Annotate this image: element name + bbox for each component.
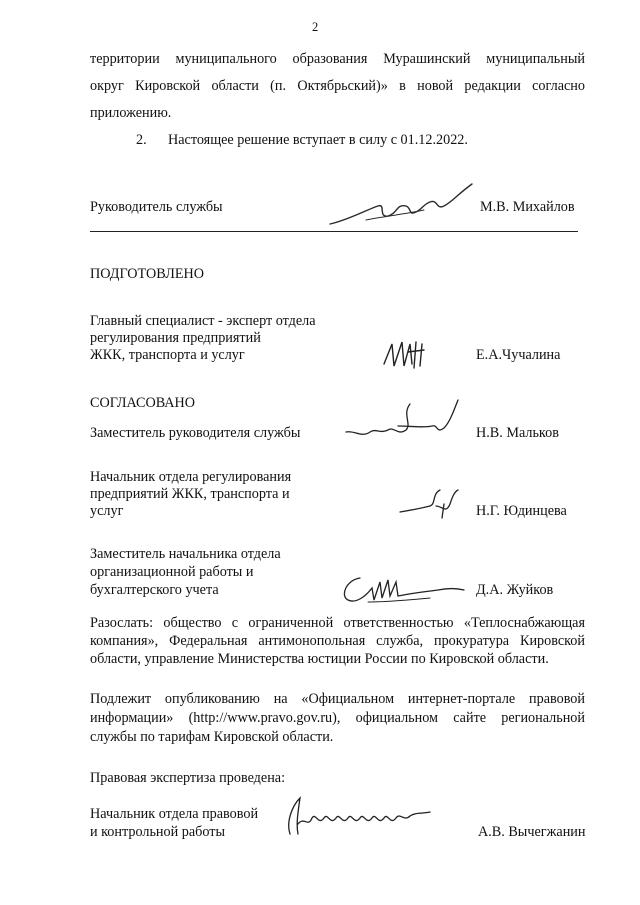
intro-line-3: приложению. bbox=[90, 105, 172, 121]
agreed-person-1-signature bbox=[340, 396, 470, 446]
intro-line-2: округ Кировской области (п. Октябрьский)» в новой редакции согласно bbox=[90, 78, 585, 94]
publication-line-2: информации» (http://www.pravo.gov.ru), официальном сайте региональной bbox=[90, 710, 585, 726]
head-signature bbox=[326, 180, 476, 232]
prepared-title-line-2: регулирования предприятий bbox=[90, 330, 261, 346]
agreed-person-3-title-line-3: бухгалтерского учета bbox=[90, 582, 219, 598]
legal-signature bbox=[280, 794, 440, 840]
prepared-name: Е.А.Чучалина bbox=[476, 347, 561, 363]
agreed-person-1-name: Н.В. Мальков bbox=[476, 425, 559, 441]
publication-line-3: службы по тарифам Кировской области. bbox=[90, 729, 334, 745]
legal-title-line-2: и контрольной работы bbox=[90, 824, 225, 840]
prepared-title-line-1: Главный специалист - эксперт отдела bbox=[90, 313, 316, 329]
head-name: М.В. Михайлов bbox=[480, 199, 575, 215]
agreed-person-3-title-line-1: Заместитель начальника отдела bbox=[90, 546, 281, 562]
agreed-person-2-title-line-1: Начальник отдела регулирования bbox=[90, 469, 292, 485]
item-2-number: 2. bbox=[136, 132, 147, 148]
legal-heading: Правовая экспертиза проведена: bbox=[90, 770, 286, 786]
legal-title-line-1: Начальник отдела правовой bbox=[90, 806, 259, 822]
intro-line-1: территории муниципального образования Мурашинский муниципальный bbox=[90, 51, 585, 67]
distribution-line-1: Разослать: общество с ограниченной ответственностью «Теплоснабжающая bbox=[90, 615, 585, 631]
distribution-line-2: компания», Федеральная антимонопольная служба, прокуратура Кировской bbox=[90, 633, 585, 649]
distribution-line-3: области, управление Министерства юстиции России по Кировской области. bbox=[90, 651, 549, 667]
publication-line-1: Подлежит опубликованию на «Официальном интернет-портале правовой bbox=[90, 691, 585, 707]
page-number: 2 bbox=[312, 20, 319, 34]
agreed-person-3-title-line-2: организационной работы и bbox=[90, 564, 254, 580]
agreed-person-2-title-line-3: услуг bbox=[90, 503, 124, 519]
prepared-heading: ПОДГОТОВЛЕНО bbox=[90, 266, 204, 282]
agreed-person-2-title-line-2: предприятий ЖКК, транспорта и bbox=[90, 486, 290, 502]
agreed-person-2-name: Н.Г. Юдинцева bbox=[476, 503, 567, 519]
prepared-title-line-3: ЖКК, транспорта и услуг bbox=[90, 347, 245, 363]
head-title: Руководитель службы bbox=[90, 199, 223, 215]
agreed-person-3-signature bbox=[338, 566, 468, 610]
agreed-person-2-signature bbox=[396, 484, 466, 520]
agreed-heading: СОГЛАСОВАНО bbox=[90, 395, 196, 411]
legal-name: А.В. Вычегжанин bbox=[478, 824, 586, 840]
separator-line bbox=[90, 231, 578, 232]
item-2-text: Настоящее решение вступает в силу с 01.12.2022. bbox=[168, 132, 468, 148]
agreed-person-1-title: Заместитель руководителя службы bbox=[90, 425, 301, 441]
prepared-signature bbox=[378, 336, 438, 372]
agreed-person-3-name: Д.А. Жуйков bbox=[476, 582, 554, 598]
